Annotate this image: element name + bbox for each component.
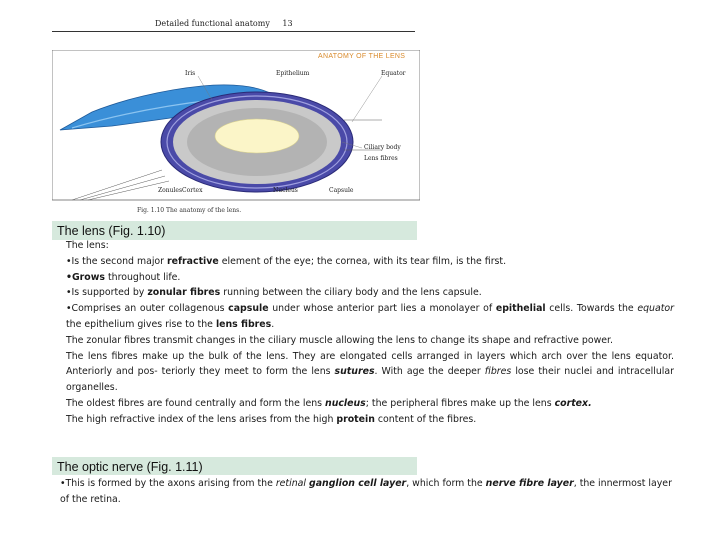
optic-bullet: •This is formed by the axons arising from the retinal ganglion cell layer, which form the nerve fibre layer, the innermost layer of the retina. [60,478,672,505]
running-header [155,19,303,28]
lens-para-zonular: The zonular fibres transmit changes in the ciliary muscle allowing the lens to change its shape and refractive power. [66,334,614,346]
lens-bullet-capsule: •Comprises an outer collagenous capsule under whose anterior part lies a monolayer of epithelial cells. Towards the equator the epithelium gives rise to the lens fibres. [66,303,674,330]
page-number: 13 [282,19,293,28]
label-iris: Iris [185,70,196,77]
label-epithelium: Epithelium [276,70,310,77]
label-capsule: Capsule [329,187,354,194]
lens-section-body [66,238,674,428]
lens-section-heading: The lens (Fig. 1.10) [52,221,417,240]
label-zonules-cortex: ZonulesCortex [158,187,203,194]
label-ciliary-body: Ciliary body [364,144,401,151]
lens-intro: The lens: [66,240,109,251]
lens-bullet-grows: •Grows throughout life. [66,271,181,283]
optic-section-body [60,476,674,508]
label-nucleus: Nucleus [273,187,298,194]
running-title: Detailed functional anatomy [155,19,270,28]
lens-bullet-zonular: •Is supported by zonular fibres running between the ciliary body and the lens capsule. [66,287,482,299]
lens-para-protein: The high refractive index of the lens arises from the high protein content of the fibres. [66,413,477,425]
label-equator: Equator [381,70,406,77]
header-rule [52,31,415,32]
lens-anatomy-figure [52,50,420,220]
figure-caption: Fig. 1.10 The anatomy of the lens. [137,207,242,214]
figure-heading: ANATOMY OF THE LENS [318,53,406,60]
lens-nucleus [215,119,299,153]
optic-section-heading: The optic nerve (Fig. 1.11) [52,457,417,475]
lens-para-oldest: The oldest fibres are found centrally and form the lens nucleus; the peripheral fibres make up the lens cortex. [66,397,592,409]
label-lens-fibres: Lens fibres [364,155,398,162]
lens-para-fibres: The lens fibres make up the bulk of the lens. They are elongated cells arranged in layers which arch over the lens equator. Anteriorly and pos- teriorly they meet to form the lens sutures. With age the deeper fibres lose their nuclei and intracellular organelles. [66,350,674,394]
lens-bullet-refractive: •Is the second major refractive element of the eye; the cornea, with its tear film, is the first. [66,255,507,267]
